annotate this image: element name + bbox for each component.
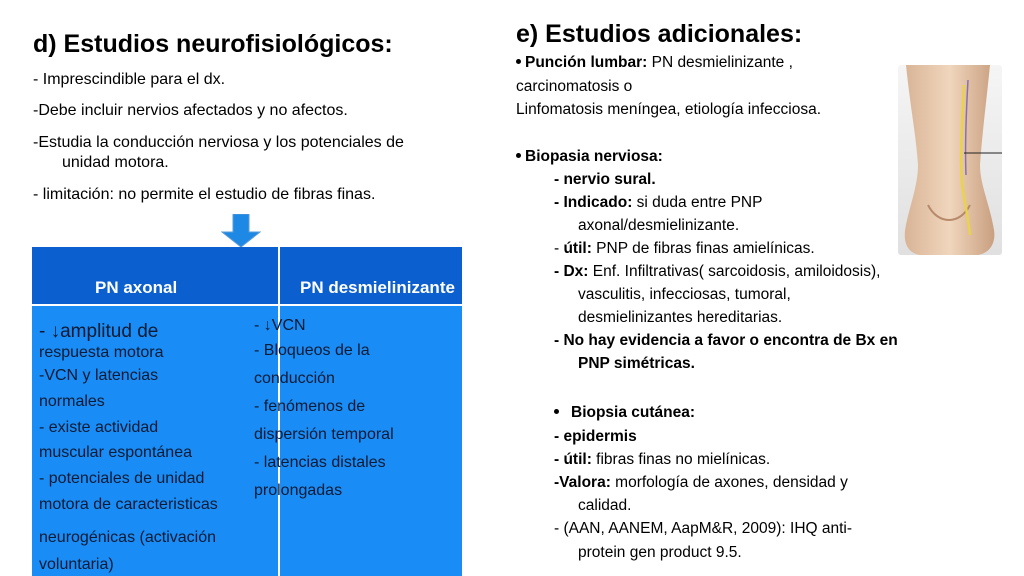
bn-indicado-label: - Indicado:: [554, 194, 633, 211]
bc-line-3: [554, 473, 848, 493]
bullet-icon: [516, 59, 521, 64]
axonal-line: respuesta motora: [39, 344, 164, 361]
desmielinizante-line: - Bloqueos de la: [254, 342, 370, 359]
bn-line-4b: vasculitis, infecciosas, tumoral,: [578, 286, 791, 303]
bc-line-4b: protein gen product 9.5.: [578, 544, 742, 561]
puncion-line-2: carcinomatosis o: [516, 78, 633, 95]
axonal-line: muscular espontánea: [39, 444, 192, 461]
bn-line-4: [554, 262, 880, 282]
axonal-line: - existe actividad: [39, 419, 159, 436]
bn-line-2b: axonal/desmielinizante.: [578, 217, 740, 234]
bn-line-2: [554, 193, 762, 213]
bc-line-1: - epidermis: [554, 428, 637, 445]
desmielinizante-line: dispersión temporal: [254, 426, 394, 443]
axonal-line: voluntaria): [39, 556, 114, 573]
bn-line-3: [554, 239, 815, 259]
axonal-line: normales: [39, 393, 105, 410]
desmielinizante-line: prolongadas: [254, 482, 343, 499]
axonal-line: neurogénicas (activación: [39, 529, 216, 546]
left-line-1: - Imprescindible para el dx.: [33, 71, 226, 88]
biopsia-nerviosa-line: [516, 147, 663, 167]
table-row-divider: [32, 304, 462, 306]
left-line-2: -Debe incluir nervios afectados y no afectos.: [33, 102, 348, 119]
bullet-icon: [516, 153, 521, 158]
left-line-3: -Estudia la conducción nerviosa y los potenciales de: [33, 134, 404, 151]
bc-util-text: fibras finas no mielínicas.: [591, 451, 771, 468]
puncion-line-3: Linfomatosis meníngea, etiología infecciosa.: [516, 101, 822, 118]
left-line-5: - limitación: no permite el estudio de fibras finas.: [33, 186, 376, 203]
bc-line-3b: calidad.: [578, 497, 632, 514]
biopsia-nerviosa-label: Biopasia nerviosa:: [525, 148, 663, 165]
axonal-line: - ↓amplitud de: [39, 321, 159, 342]
bc-valora-label: -Valora:: [554, 474, 611, 491]
right-title: e) Estudios adicionales:: [516, 20, 803, 48]
header-pn-axonal: PN axonal: [95, 278, 178, 297]
down-arrow-icon: [221, 214, 261, 248]
header-pn-desmielinizante: PN desmielinizante: [300, 278, 455, 297]
puncion-lumbar-line: [516, 53, 793, 73]
bc-util-label: - útil:: [554, 451, 592, 468]
bn-indicado-text: si duda entre PNP: [632, 194, 763, 211]
puncion-text: PN desmielinizante ,: [647, 54, 793, 71]
bn-line-1: - nervio sural.: [554, 171, 656, 188]
bn-dx-label: - Dx:: [554, 263, 589, 280]
desmielinizante-line: - ↓VCN: [254, 317, 306, 334]
biopsia-cutanea-line: [554, 403, 695, 423]
left-title: d) Estudios neurofisiológicos:: [33, 30, 393, 58]
bn-util-dash: -: [554, 240, 564, 257]
desmielinizante-line: - latencias distales: [254, 454, 386, 471]
bc-line-2: [554, 450, 770, 470]
bc-valora-text: morfología de axones, densidad y: [610, 474, 848, 491]
desmielinizante-line: - fenómenos de: [254, 398, 366, 415]
axonal-line: motora de caracteristicas: [39, 496, 218, 513]
bn-line-5: - No hay evidencia a favor o encontra de Bx en: [554, 332, 898, 349]
axonal-line: -VCN y latencias: [39, 367, 159, 384]
left-line-4: unidad motora.: [62, 154, 169, 171]
bullet-icon: [554, 409, 559, 414]
bc-line-4: - (AAN, AANEM, AapM&R, 2009): IHQ anti-: [554, 520, 853, 537]
bn-line-4c: desmielinizantes hereditarias.: [578, 309, 783, 326]
bn-dx-text: Enf. Infiltrativas( sarcoidosis, amiloidosis),: [588, 263, 881, 280]
puncion-label: Punción lumbar:: [525, 54, 648, 71]
biopsia-cutanea-label: Biopsia cutánea:: [571, 404, 696, 421]
bn-line-5b: PNP simétricas.: [578, 355, 695, 372]
desmielinizante-line: conducción: [254, 370, 335, 387]
comparison-table: [32, 247, 462, 576]
ankle-sural-nerve-illustration: [898, 65, 1002, 255]
bn-util-text: PNP de fibras finas amielínicas.: [591, 240, 815, 257]
axonal-line: - potenciales de unidad: [39, 470, 205, 487]
bn-util-label: útil:: [563, 240, 592, 257]
